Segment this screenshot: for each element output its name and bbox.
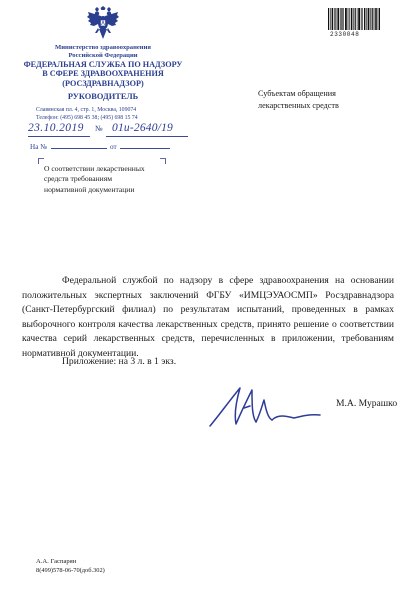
- service-line-1: ФЕДЕРАЛЬНАЯ СЛУЖБА ПО НАДЗОРУ: [23, 60, 183, 69]
- date-underline: [28, 136, 90, 137]
- ministry-line-1: Министерство здравоохранения: [55, 44, 151, 51]
- ministry-line-2: Российской Федерации: [68, 51, 138, 59]
- signatory-name: М.А. Мурашко: [336, 398, 398, 409]
- reference-number-blank: [51, 142, 107, 149]
- subject-line-2: средств требованиям: [44, 174, 112, 184]
- phone-line: Телефон: (495) 698 45 38; (495) 698 15 74: [36, 115, 138, 122]
- addressee-line-2: лекарственных средств: [258, 100, 339, 110]
- attachment-note: Приложение: на 3 л. в 1 экз.: [62, 356, 177, 367]
- service-name: [20, 60, 186, 88]
- position-title: РУКОВОДИТЕЛЬ: [67, 92, 139, 101]
- executor-name: А.А. Гаспарян: [36, 558, 77, 565]
- executor-phone: 8(499)578-06-70(доб.302): [36, 567, 105, 574]
- barcode-number: 2330048: [330, 31, 360, 38]
- addressee: [258, 88, 398, 112]
- reference-date-label: от: [110, 143, 117, 151]
- subject-line-3: нормативной документации: [44, 184, 135, 194]
- addressee-line-1: Субъектам обращения: [258, 89, 336, 98]
- service-line-3: (РОСЗДРАВНАДЗОР): [62, 78, 144, 88]
- letterhead-address: [36, 106, 138, 123]
- letter-body: Федеральной службой по надзору в сфере здравоохранения на основании положительных экспертных заключений ФГБУ «ИМЦЭУАОСМП» Росздравнадзора (Санкт-Петербургский филиал) по результатам испытаний, проведенных в рамках выборочного контроля качества лекарственных средств, принято решение о соответствии качества серий лекарственных средств, перечисленных в приложении, требованиям нормативной документации.: [22, 275, 394, 359]
- subject-line-1: О соответствии лекарственных: [44, 164, 145, 173]
- handwritten-date: 23.10.2019: [28, 122, 84, 134]
- letter-subject: [44, 164, 164, 195]
- ministry-name: [20, 44, 186, 59]
- double-headed-eagle-icon: [86, 6, 120, 42]
- handwritten-signature-icon: [206, 378, 326, 440]
- reference-number-label: На №: [30, 143, 48, 151]
- handwritten-number: 01и-2640/19: [112, 122, 173, 134]
- reference-line: [30, 142, 170, 151]
- service-line-2: В СФЕРЕ ЗДРАВООХРАНЕНИЯ: [42, 69, 164, 79]
- address-line: Славянская пл. 4, стр. 1, Москва, 109074: [36, 107, 137, 113]
- number-sign: №: [95, 124, 103, 133]
- reference-date-blank: [120, 142, 170, 149]
- number-underline: [106, 136, 188, 137]
- barcode-icon: [328, 8, 380, 30]
